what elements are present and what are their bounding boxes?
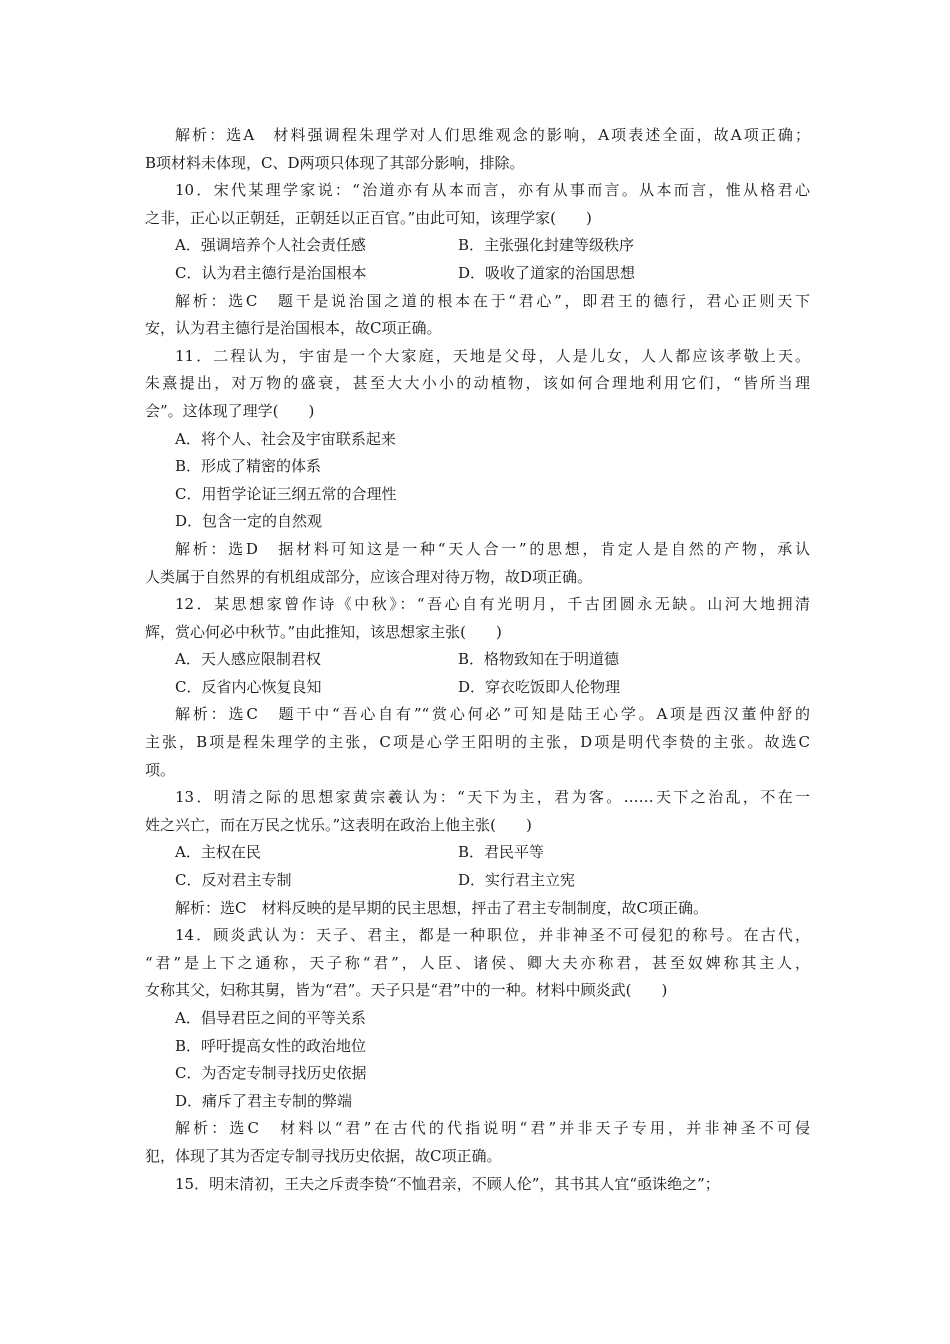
text-line: 解析：选C 材料以“君”在古代的代指说明“君”并非天子专用，并非神圣不可侵 xyxy=(175,1119,810,1138)
text-line: 主张，B项是程朱理学的主张，C项是心学王阳明的主张，D项是明代李贽的主张。故选C xyxy=(145,733,810,752)
option-right: B．君民平等 xyxy=(458,843,545,862)
option-row xyxy=(145,232,810,260)
text-line: 朱熹提出，对万物的盛衰，甚至大大小小的动植物，该如何合理地利用它们，“皆所当理 xyxy=(145,374,810,393)
text-line: 11．二程认为，宇宙是一个大家庭，天地是父母，人是儿女，人人都应该孝敬上天。 xyxy=(175,346,810,365)
text-line: 10．宋代某理学家说：“治道亦有从本而言，亦有从事而言。从本而言，惟从格君心 xyxy=(175,181,810,200)
option-item: A．倡导君臣之间的平等关系 xyxy=(175,1009,366,1027)
text-line: 会”。这体现了理学( ) xyxy=(145,401,315,420)
text-line: 解析：选D 据材料可知这是一种“天人合一”的思想，肯定人是自然的产物，承认 xyxy=(175,539,810,558)
document-page xyxy=(145,122,810,1198)
text-line: 14．顾炎武认为：天子、君主，都是一种职位，并非神圣不可侵犯的称号。在古代， xyxy=(175,926,810,945)
option-left: C．认为君主德行是治国根本 xyxy=(175,263,367,282)
option-row xyxy=(145,260,810,288)
text-line: 12．某思想家曾作诗《中秋》：“吾心自有光明月，千古团圆永无缺。山河大地拥清 xyxy=(175,595,810,614)
text-line: 人类属于自然界的有机组成部分，应该合理对待万物，故D项正确。 xyxy=(145,567,593,586)
text-line: 之非，正心以正朝廷，正朝廷以正百官。”由此可知，该理学家( ) xyxy=(145,208,592,227)
option-item: C．用哲学论证三纲五常的合理性 xyxy=(175,484,397,503)
option-item: A．将个人、社会及宇宙联系起来 xyxy=(175,429,396,448)
text-line: 女称其父，妇称其舅，皆为“君”。天子只是“君”中的一种。材料中顾炎武( ) xyxy=(145,981,668,1000)
text-line: 解析：选C 题干是说治国之道的根本在于“君心”，即君王的德行，君心正则天下 xyxy=(175,291,810,310)
option-row xyxy=(145,867,810,895)
option-right: B．主张强化封建等级秩序 xyxy=(458,236,635,255)
option-item: C．为否定专制寻找历史依据 xyxy=(175,1064,367,1083)
text-line: “君”是上下之通称，天子称“君”，人臣、诸侯、卿大夫亦称君，甚至奴婢称其主人， xyxy=(145,953,810,972)
text-line: 犯，体现了其为否定专制寻找历史依据，故C项正确。 xyxy=(145,1146,502,1165)
text-line: 解析：选C 题干中“吾心自有”“赏心何必”可知是陆王心学。A项是西汉董仲舒的 xyxy=(175,705,810,724)
option-item: D．包含一定的自然观 xyxy=(175,512,323,531)
option-item: B．呼吁提高女性的政治地位 xyxy=(175,1036,367,1055)
option-right: D．实行君主立宪 xyxy=(458,871,576,890)
text-line: 解析：选C 材料反映的是早期的民主思想，抨击了君主专制制度，故C项正确。 xyxy=(175,898,708,917)
option-row xyxy=(145,839,810,867)
option-left: C．反省内心恢复良知 xyxy=(175,677,322,696)
option-left: A．主权在民 xyxy=(175,843,261,862)
text-line: 辉，赏心何必中秋节。”由此推知，该思想家主张( ) xyxy=(145,622,502,641)
option-item: B．形成了精密的体系 xyxy=(175,457,322,476)
text-line: 项。 xyxy=(145,760,176,779)
text-line: 姓之兴亡，而在万民之忧乐。”这表明在政治上他主张( ) xyxy=(145,815,532,834)
text-line: 13．明清之际的思想家黄宗羲认为：“天下为主，君为客。……天下之治乱，不在一 xyxy=(175,788,810,807)
text-line: B项材料未体现，C、D两项只体现了其部分影响，排除。 xyxy=(145,153,525,172)
option-right: D．吸收了道家的治国思想 xyxy=(458,263,636,282)
option-right: B．格物致知在于明道德 xyxy=(458,650,620,669)
option-right: D．穿衣吃饭即人伦物理 xyxy=(458,677,621,696)
option-left: A．强调培养个人社会责任感 xyxy=(175,236,366,255)
text-line: 安，认为君主德行是治国根本，故C项正确。 xyxy=(145,319,442,338)
option-left: C．反对君主专制 xyxy=(175,871,292,890)
option-row xyxy=(145,674,810,702)
text-line: 解析：选A 材料强调程朱理学对人们思维观念的影响，A项表述全面，故A项正确； xyxy=(175,126,810,144)
option-item: D．痛斥了君主专制的弊端 xyxy=(175,1091,353,1110)
option-row xyxy=(145,646,810,674)
text-line: 15．明末清初，王夫之斥责李贽“不恤君亲，不顾人伦”，其书其人宜“亟诛绝之”； xyxy=(175,1174,720,1193)
option-left: A．天人感应限制君权 xyxy=(175,650,321,669)
